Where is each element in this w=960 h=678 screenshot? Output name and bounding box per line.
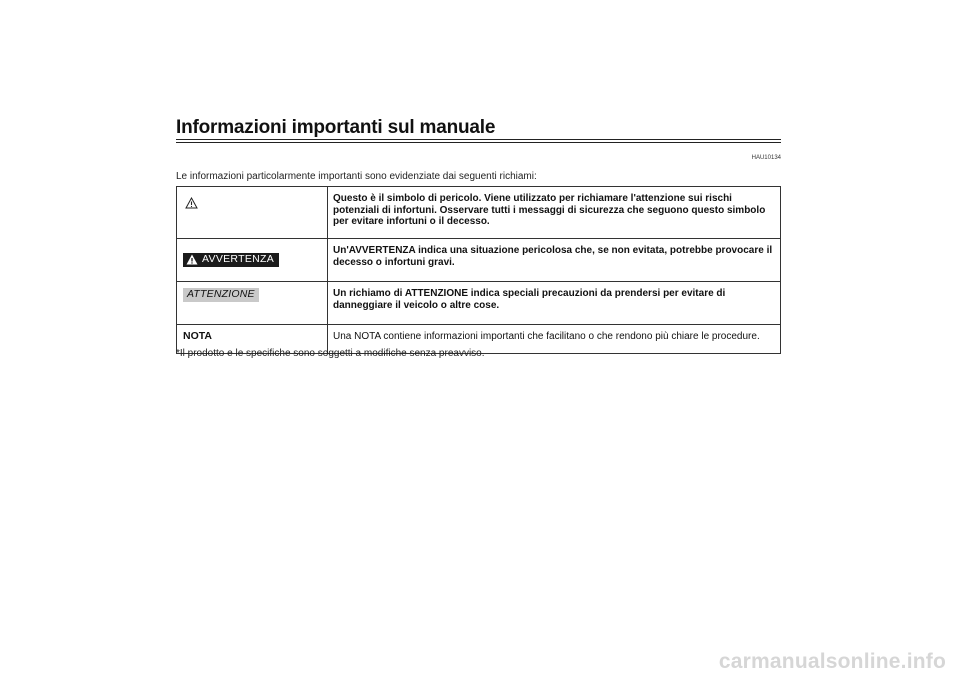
warning-triangle-icon bbox=[185, 197, 198, 209]
warning-symbol-cell bbox=[177, 239, 328, 282]
title-divider bbox=[176, 139, 781, 143]
caution-row bbox=[177, 282, 781, 325]
hazard-row bbox=[177, 187, 781, 239]
watermark: carmanualsonline.info bbox=[718, 650, 946, 673]
note-description: Una NOTA contiene informazioni importanti che facilitano o che rendono più chiare le procedure. bbox=[328, 325, 781, 354]
warning-description: Un'AVVERTENZA indica una situazione pericolosa che, se non evitata, potrebbe provocare il decesso o infortuni gravi. bbox=[328, 239, 781, 282]
document-code: HAU10134 bbox=[751, 155, 781, 161]
hazard-symbol-cell bbox=[177, 187, 328, 239]
page-title: Informazioni importanti sul manuale bbox=[176, 117, 496, 138]
caution-description: Un richiamo di ATTENZIONE indica speciali precauzioni da prendersi per evitare di danneggiare il veicolo o altre cose. bbox=[328, 282, 781, 325]
avvertenza-badge bbox=[183, 253, 279, 267]
avvertenza-label: AVVERTENZA bbox=[202, 253, 275, 265]
notice-table bbox=[176, 186, 781, 354]
hazard-description: Questo è il simbolo di pericolo. Viene utilizzato per richiamare l'attenzione sui rischi potenziali di infortuni. Osservare tutti i messaggi di sicurezza che seguono questo simbolo per evitare infortuni o il decesso. bbox=[328, 187, 781, 239]
attenzione-badge: ATTENZIONE bbox=[183, 288, 259, 302]
warning-triangle-icon bbox=[186, 254, 198, 265]
intro-text: Le informazioni particolarmente importanti sono evidenziate dai seguenti richiami: bbox=[176, 171, 537, 182]
nota-label: NOTA bbox=[183, 330, 212, 342]
footnote: *Il prodotto e le specifiche sono soggetti a modifiche senza preavviso. bbox=[176, 348, 485, 359]
warning-row bbox=[177, 239, 781, 282]
caution-symbol-cell bbox=[177, 282, 328, 325]
